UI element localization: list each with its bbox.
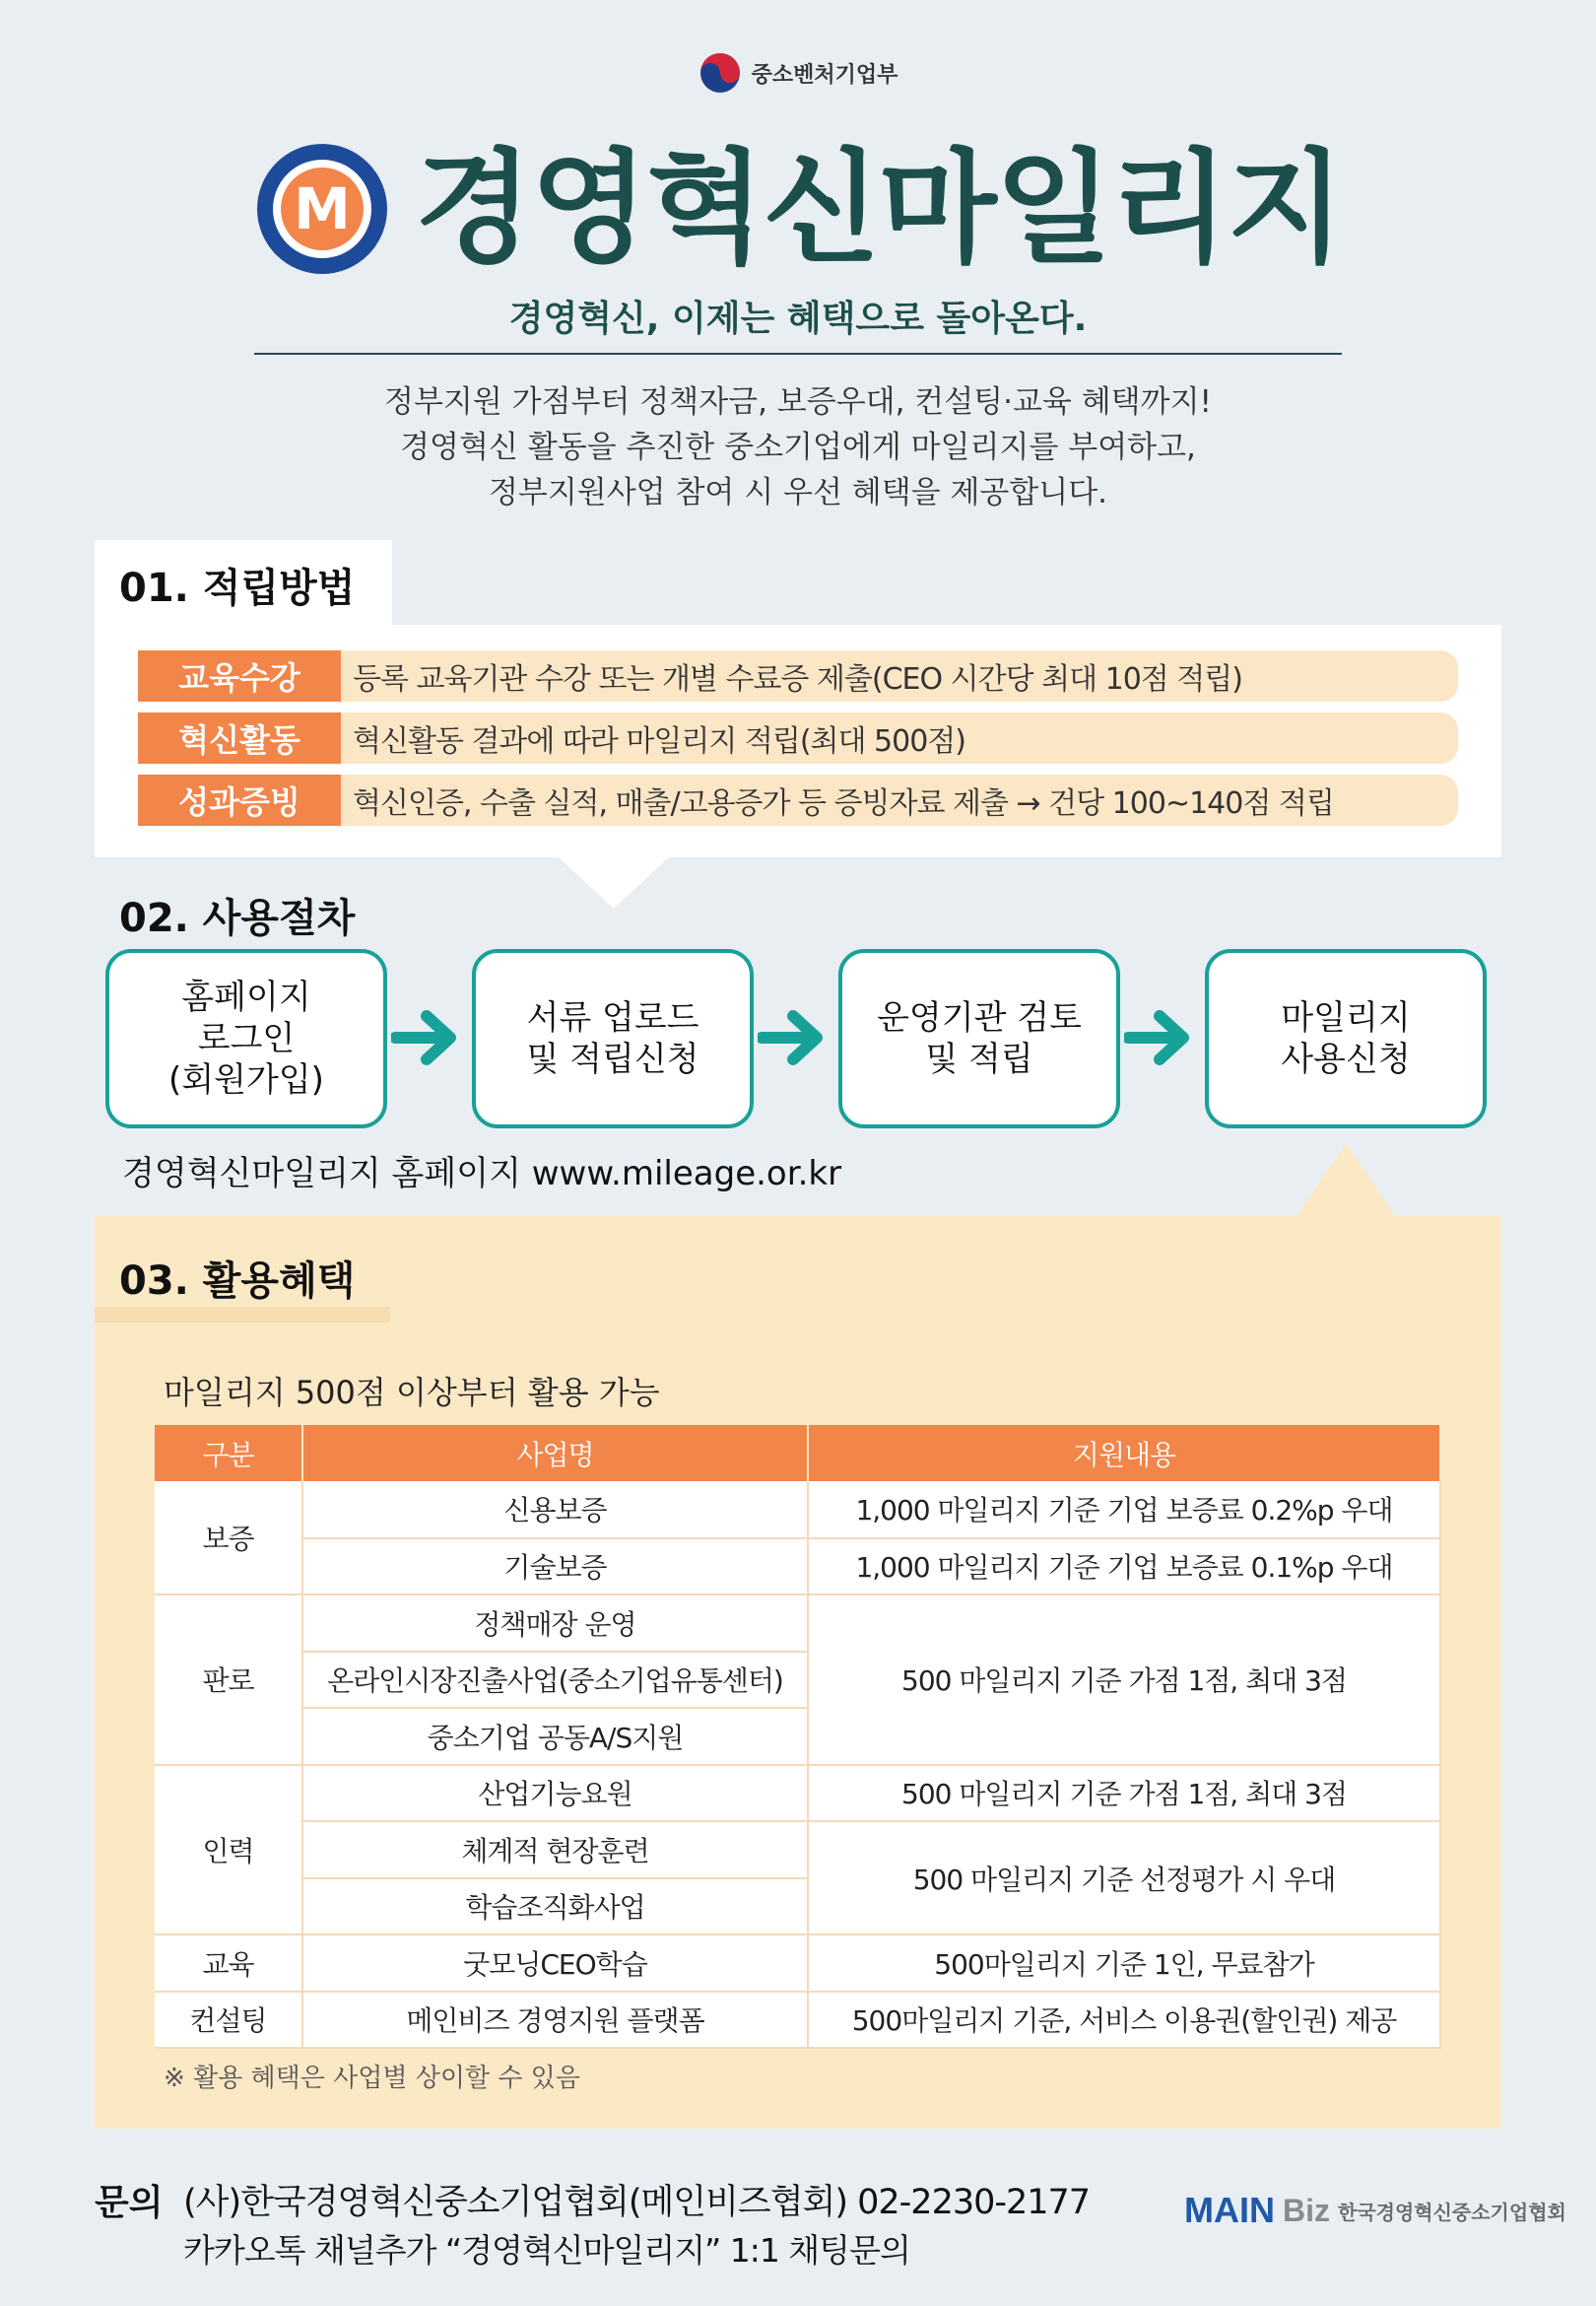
section2-title: 02. 사용절차 <box>119 896 356 941</box>
header-program: 사업명 <box>302 1425 808 1481</box>
program-cell: 학습조직화사업 <box>302 1878 808 1935</box>
taegeuk-icon <box>698 51 742 95</box>
step-line: 및 적립신청 <box>526 1040 699 1079</box>
header-category: 구분 <box>155 1425 302 1481</box>
header-support: 지원내용 <box>808 1425 1440 1481</box>
contact-kakao: 카카오톡 채널추가 “경영혁신마일리지” 1:1 채팅문의 <box>183 2231 910 2270</box>
benefit-note: ※ 활용 혜택은 사업별 상이할 수 있음 <box>164 2064 580 2093</box>
support-cell: 500 마일리지 기준 선정평가 시 우대 <box>808 1821 1440 1934</box>
step-line: (회원가입) <box>168 1060 324 1100</box>
program-cell: 체계적 현장훈련 <box>302 1821 808 1878</box>
program-cell: 기술보증 <box>302 1538 808 1595</box>
category-cell: 교육 <box>155 1934 302 1992</box>
section3-pointer <box>1297 1143 1395 1216</box>
main-title: 경영혁신마일리지 <box>414 138 1344 280</box>
contact-phone: (사)한국경영혁신중소기업협회(메인비즈협회) 02-2230-2177 <box>183 2183 1091 2222</box>
step-line: 로그인 <box>197 1019 296 1058</box>
step-use-request <box>1205 949 1487 1128</box>
category-cell: 인력 <box>155 1765 302 1935</box>
support-cell: 500 마일리지 기준 가점 1점, 최대 3점 <box>808 1594 1440 1765</box>
support-cell: 1,000 마일리지 기준 기업 보증료 0.2%p 우대 <box>808 1481 1440 1538</box>
arrow-right-icon <box>758 1008 831 1067</box>
step-line: 서류 업로드 <box>526 998 699 1038</box>
arrow-right-icon <box>1124 1008 1197 1067</box>
benefit-table <box>155 1425 1441 2049</box>
intro-line: 정부지원 가점부터 정책자금, 보증우대, 컨설팅·교육 혜택까지! <box>384 384 1212 420</box>
table-row <box>155 1934 1440 1992</box>
table-row <box>155 1481 1440 1538</box>
program-cell: 메인비즈 경영지원 플랫폼 <box>302 1992 808 2049</box>
step-upload <box>472 949 754 1128</box>
section1-pointer <box>559 857 669 909</box>
accrual-row <box>138 775 1458 826</box>
step-line: 마일리지 <box>1281 998 1411 1038</box>
section1-title: 01. 적립방법 <box>119 566 356 611</box>
mileage-logo-icon <box>253 140 391 278</box>
section3-title: 03. 활용혜택 <box>119 1258 356 1304</box>
accrual-value: 등록 교육기관 수강 또는 개별 수료증 제출(CEO 시간당 최대 10점 적립) <box>341 650 1458 702</box>
table-header-row <box>155 1425 1440 1481</box>
title-row <box>0 140 1596 278</box>
step-review <box>838 949 1120 1128</box>
program-cell: 온라인시장진출사업(중소기업유통센터) <box>302 1652 808 1709</box>
program-cell: 중소기업 공동A/S지원 <box>302 1708 808 1765</box>
category-cell: 컨설팅 <box>155 1992 302 2049</box>
mainbiz-org: 한국경영혁신중소기업협회 <box>1338 2200 1566 2224</box>
section3-title-underline <box>95 1307 390 1323</box>
logo-letter: M <box>294 175 351 242</box>
accrual-key: 교육수강 <box>138 650 341 702</box>
program-cell: 정책매장 운영 <box>302 1594 808 1652</box>
accrual-key: 혁신활동 <box>138 712 341 764</box>
subtitle: 경영혁신, 이제는 혜택으로 돌아온다. <box>508 299 1088 339</box>
availability-note: 마일리지 500점 이상부터 활용 가능 <box>164 1374 660 1411</box>
table-row <box>155 1765 1440 1822</box>
homepage-link[interactable]: 경영혁신마일리지 홈페이지 www.mileage.or.kr <box>122 1154 842 1193</box>
mainbiz-biz: Biz <box>1283 2192 1330 2228</box>
intro-text <box>0 379 1596 515</box>
arrow-right-icon <box>391 1008 464 1067</box>
accrual-value: 혁신활동 결과에 따라 마일리지 적립(최대 500점) <box>341 712 1458 764</box>
support-cell: 500마일리지 기준 1인, 무료참가 <box>808 1934 1440 1992</box>
usage-steps <box>105 949 1487 1128</box>
support-cell: 500 마일리지 기준 가점 1점, 최대 3점 <box>808 1765 1440 1822</box>
mainbiz-logo <box>1184 2190 1566 2231</box>
step-line: 운영기관 검토 <box>877 998 1082 1038</box>
step-line: 사용신청 <box>1281 1040 1411 1079</box>
accrual-row <box>138 650 1458 702</box>
step-line: 및 적립 <box>925 1040 1033 1079</box>
category-cell: 보증 <box>155 1481 302 1594</box>
intro-line: 정부지원사업 참여 시 우선 혜택을 제공합니다. <box>488 475 1108 510</box>
accrual-row <box>138 712 1458 764</box>
table-row <box>155 1594 1440 1652</box>
mainbiz-main: MAIN <box>1184 2190 1275 2230</box>
accrual-methods <box>138 650 1458 837</box>
table-row <box>155 1538 1440 1595</box>
step-line: 홈페이지 <box>181 978 311 1017</box>
ministry-header <box>0 51 1596 95</box>
program-cell: 산업기능요원 <box>302 1765 808 1822</box>
category-cell: 판로 <box>155 1594 302 1765</box>
table-row <box>155 1992 1440 2049</box>
intro-line: 경영혁신 활동을 추진한 중소기업에게 마일리지를 부여하고, <box>400 430 1196 465</box>
support-cell: 1,000 마일리지 기준 기업 보증료 0.1%p 우대 <box>808 1538 1440 1595</box>
program-cell: 굿모닝CEO학습 <box>302 1934 808 1992</box>
header-divider <box>254 353 1342 355</box>
support-cell: 500마일리지 기준, 서비스 이용권(할인권) 제공 <box>808 1992 1440 2049</box>
accrual-value: 혁신인증, 수출 실적, 매출/고용증가 등 증빙자료 제출 → 건당 100~140점 적립 <box>341 775 1458 826</box>
program-cell: 신용보증 <box>302 1481 808 1538</box>
accrual-key: 성과증빙 <box>138 775 341 826</box>
step-login <box>105 949 387 1128</box>
table-row <box>155 1821 1440 1878</box>
ministry-name: 중소벤처기업부 <box>751 62 898 88</box>
contact-label: 문의 <box>95 2183 164 2223</box>
